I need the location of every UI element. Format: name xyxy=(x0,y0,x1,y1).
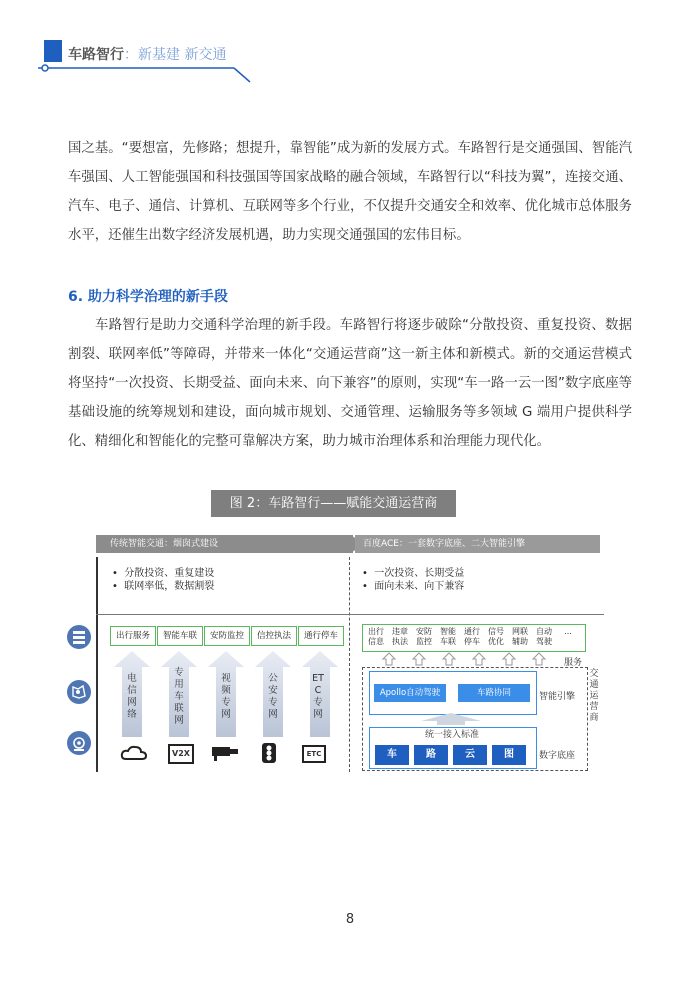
section-paragraph: 车路智行是助力交通科学治理的新手段。车路智行将逐步破除“分散投资、重复投资、数据割裂、联网率低”等障碍，并带来一体化“交通运营商”这一新主体和新模式。新的交通运营模式将坚持“一次投资、长期受益、面向未来、向下兼容”的原则，实现“车一路一云一图”数字底座等基础设施的统筹规划和建设，面向城市规划、交通管理、运输服务等多领域 G 端用户提供科学化、精细化和智能化的完整可靠解决方案，助力城市治理体系和治理能力现代化。 xyxy=(68,318,632,449)
etc-icon: ETC xyxy=(302,745,326,763)
left-service-2: 智能车联 xyxy=(157,626,203,646)
right-service-6: 信号 优化 xyxy=(488,627,504,646)
engine-v2x: 车路协同 xyxy=(458,684,530,702)
right-bullets xyxy=(362,567,464,593)
service-up-arrows xyxy=(382,652,562,666)
right-bullet-2: • 面向未来、向下兼容 xyxy=(362,581,465,592)
camera-icon xyxy=(212,745,238,761)
engine-label: 智能引擎 xyxy=(539,692,576,702)
database-icon xyxy=(66,624,92,650)
right-service-7: 网联 辅助 xyxy=(512,627,528,646)
right-service-4: 智能 车联 xyxy=(440,627,456,646)
operator-label: 交通运营商 xyxy=(589,669,599,723)
figure-title: 图 2：车路智行——赋能交通运营商 xyxy=(211,490,456,517)
section-title: 6. 助力科学治理的新手段 xyxy=(68,289,228,305)
right-header-bar: 百度ACE：一套数字底座、二大智能引擎 xyxy=(355,535,600,553)
v2x-icon: V2X xyxy=(168,744,194,764)
engine-up-arrow xyxy=(421,713,481,725)
map-network-icon xyxy=(66,679,92,705)
page-number: 8 xyxy=(345,912,355,927)
divider-horizontal xyxy=(96,614,604,615)
left-bullets xyxy=(112,567,214,593)
header-title: 车路智行：新基建 新交通 xyxy=(68,47,227,63)
right-service-9: ... xyxy=(564,627,572,636)
left-service-4: 信控执法 xyxy=(251,626,297,646)
right-service-2: 违章 执法 xyxy=(392,627,408,646)
traffic-light-icon xyxy=(262,743,276,763)
base-car: 车 xyxy=(375,745,409,765)
left-column-2: 专用车联网 xyxy=(174,667,184,726)
left-column-3: 视频专网 xyxy=(221,673,231,720)
base-label: 数字底座 xyxy=(539,751,576,761)
right-service-3: 安防 监控 xyxy=(416,627,432,646)
divider-left-solid xyxy=(96,557,98,772)
right-service-1: 出行 信息 xyxy=(368,627,384,646)
right-bullet-1: • 一次投资、长期受益 xyxy=(362,568,465,579)
left-bullet-1: • 分散投资、重复建设 xyxy=(112,568,215,579)
header-rule xyxy=(0,0,700,90)
left-column-4: 公安专网 xyxy=(268,673,278,720)
left-service-5: 通行停车 xyxy=(298,626,344,646)
divider-dashed xyxy=(349,557,350,772)
service-label: 服务 xyxy=(564,658,583,668)
cloud-icon xyxy=(120,744,148,762)
standard-label: 统一接入标准 xyxy=(424,730,479,740)
engine-apollo: Apollo自动驾驶 xyxy=(374,684,446,702)
base-cloud: 云 xyxy=(453,745,487,765)
base-map: 图 xyxy=(492,745,526,765)
figure-diagram xyxy=(96,535,604,775)
left-service-1: 出行服务 xyxy=(110,626,156,646)
left-column-1: 电信网络 xyxy=(127,673,137,720)
left-service-3: 安防监控 xyxy=(204,626,250,646)
left-column-5: ETC专网 xyxy=(312,673,324,720)
body-paragraph-1: 国之基。“要想富，先修路；想提升，靠智能”成为新的发展方式。车路智行是交通强国、智能汽车强国、人工智能强国和科技强国等国家战略的融合领域，车路智行以“科技为翼”，连接交通、汽车、电子、通信、计算机、互联网等多个行业，不仅提升交通安全和效率、优化城市总体服务水平，还催生出数字经济发展机遇，助力实现交通强国的宏伟目标。 xyxy=(68,141,632,243)
left-header-bar: 传统智能交通：烟囱式建设 xyxy=(96,535,353,553)
right-service-8: 自动 驾驶 xyxy=(536,627,552,646)
base-road: 路 xyxy=(414,745,448,765)
left-bullet-2: • 联网率低，数据割裂 xyxy=(112,581,215,592)
right-service-5: 通行 停车 xyxy=(464,627,480,646)
sensor-icon xyxy=(66,730,92,756)
